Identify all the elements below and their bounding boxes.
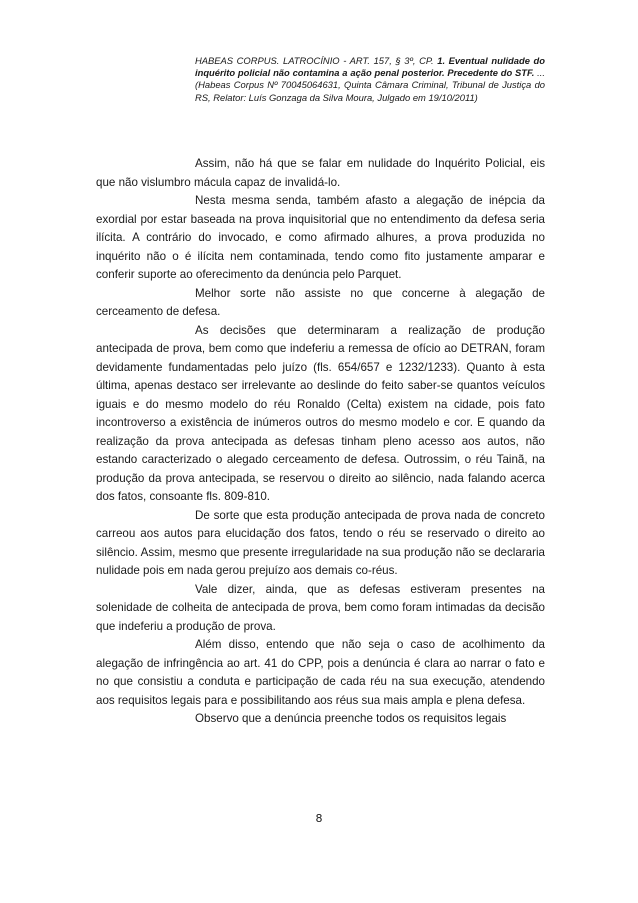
paragraph: Melhor sorte não assiste no que concerne à alegação de cerceamento de defesa. <box>96 286 545 318</box>
quote-citation: ... (Habeas Corpus Nº 70045064631, Quinta Câmara Criminal, Tribunal de Justiça do RS, Relator: Luís Gonzaga da Silva Moura, Julgado em 19/10/2011) <box>195 67 545 103</box>
case-law-quote <box>195 55 545 104</box>
paragraph: Nesta mesma senda, também afasto a alegação de inépcia da exordial por estar baseada na prova inquisitorial que no entendimento da defesa seria ilícita. A contrário do invocado, e como afirmado alhures, a prova produzida no inquérito não o é ilícita nem contaminada, tendo como fito justamente amparar e conferir suporte ao oferecimento da denúncia pelo Parquet. <box>96 194 545 281</box>
paragraph: Além disso, entendo que não seja o caso de acolhimento da alegação de infringência ao art. 41 do CPP, pois a denúncia é clara ao narrar o fato e no que consistiu a conduta e participação de cada réu na sua execução, atendendo aos requisitos legais para e possibilitando aos réus sua mais ampla e plena defesa. <box>96 638 545 707</box>
paragraph: Observo que a denúncia preenche todos os requisitos legais <box>195 712 507 725</box>
paragraph: As decisões que determinaram a realização de produção antecipada de prova, bem como que indeferiu a remessa de ofício ao DETRAN, foram devidamente fundamentadas pelo juízo (fls. 654/657 e 1232/1233). Quanto à esta última, apenas destaco ser irrelevante ao deslinde do feito saber-se quantos veículos iguais e do mesmo modelo do réu Ronaldo (Celta) existem na cidade, pois fato incontroverso a existência de inúmeros outros do mesmo modelo e cor. E quando da realização da prova antecipada as defesas tinham pleno acesso aos autos, não estando caracterizado o alegado cerceamento de defesa. Outrossim, o réu Tainã, na produção da prova antecipada, se reservou o direito ao silêncio, nada falando acerca dos fatos, consoante fls. 809-810. <box>96 323 545 503</box>
quote-highlight: 1. Eventual nulidade do inquérito policial não contamina a ação penal posterior. Precedente do STF. <box>195 55 546 79</box>
page-number: 8 <box>315 812 323 825</box>
paragraph: De sorte que esta produção antecipada de prova nada de concreto carreou aos autos para elucidação dos fatos, tendo o réu se reservado o direito ao silêncio. Assim, mesmo que presente irregularidade na sua produção não se declararia nulidade pois em nada gerou prejuízo aos demais co-réus. <box>96 508 545 577</box>
paragraph: Assim, não há que se falar em nulidade do Inquérito Policial, eis que não vislumbro mácula capaz de invalidá-lo. <box>96 157 545 189</box>
body-text <box>96 155 545 729</box>
quote-lead: HABEAS CORPUS. LATROCÍNIO - ART. 157, § 3º, CP. <box>195 55 434 66</box>
paragraph: Vale dizer, ainda, que as defesas estiveram presentes na solenidade de colheita de antecipada de prova, bem como foram intimadas da decisão que indeferiu a produção de prova. <box>96 582 545 633</box>
